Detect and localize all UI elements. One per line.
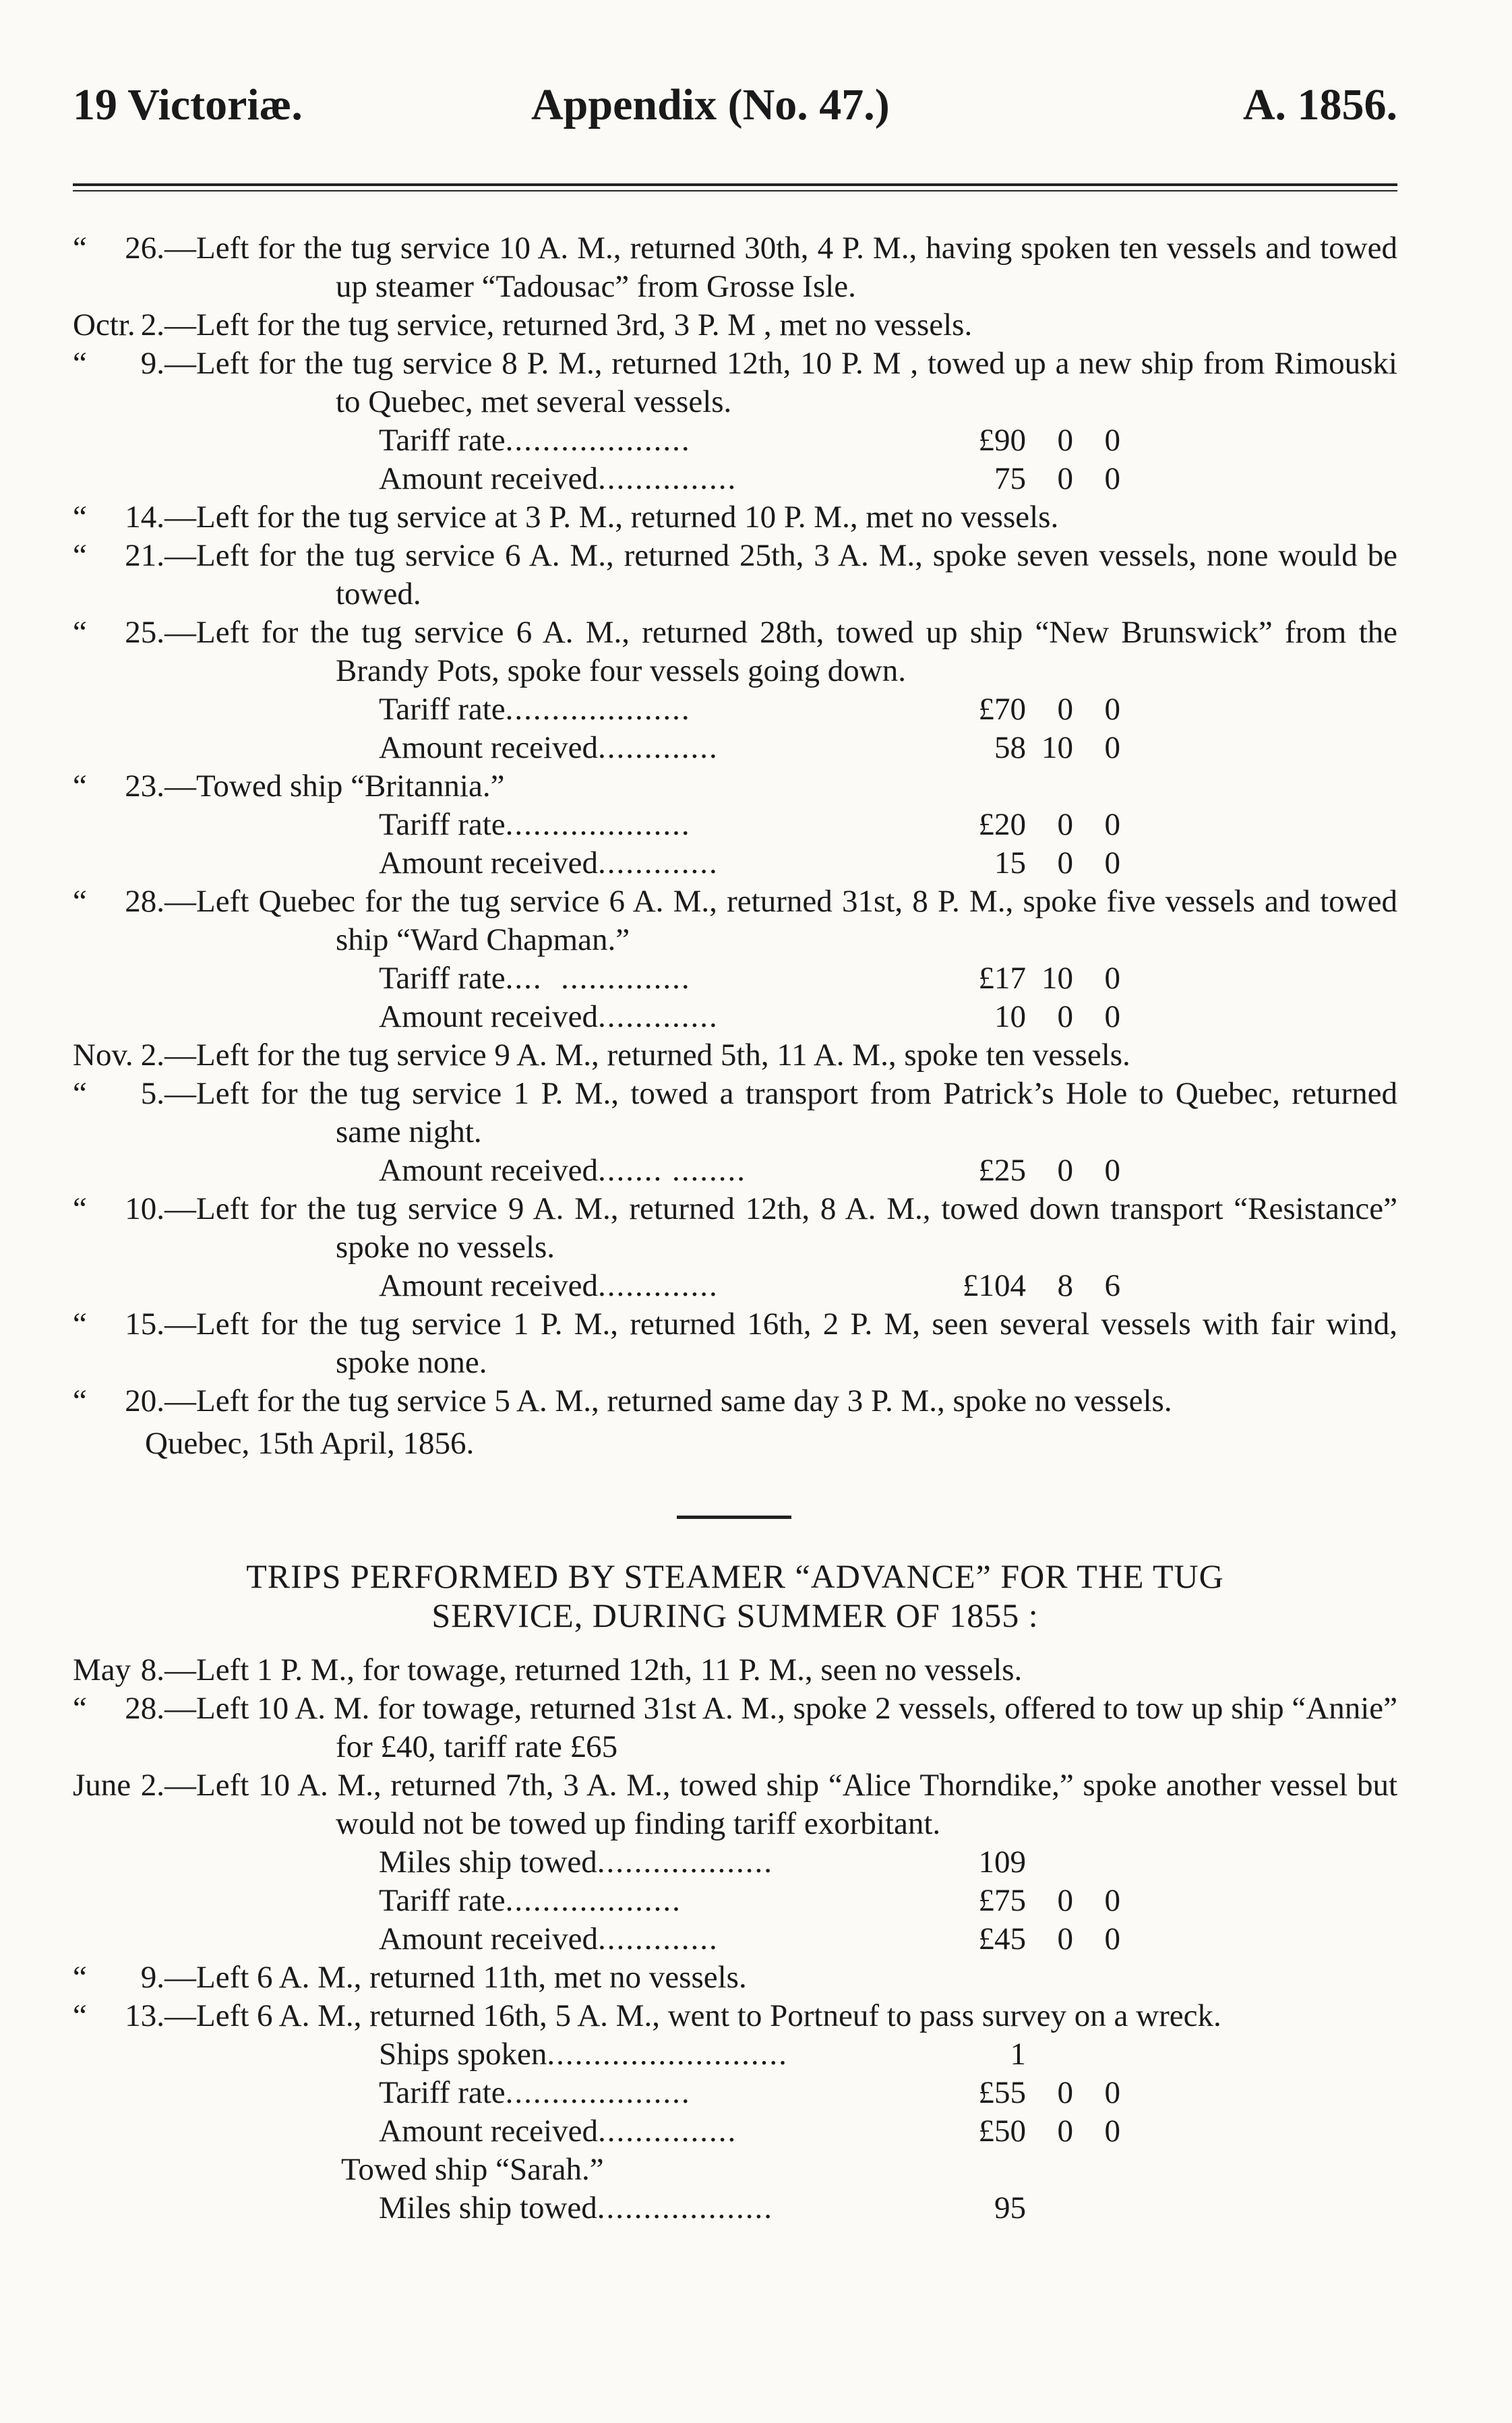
entry-month: Nov. — [73, 1038, 133, 1073]
amount-pounds: £75 — [978, 1883, 1026, 1918]
leader-dots: ............. — [597, 1921, 719, 1956]
entry-text: —Left 6 A. M., returned 16th, 5 A. M., went to Portneuf to pass survey on a wreck. — [164, 1998, 1221, 2033]
amount-label-text: Miles ship towed — [379, 1845, 597, 1880]
amount-pence: 0 — [1104, 423, 1120, 458]
amount-shillings: 8 — [1057, 1268, 1073, 1303]
amount-label-text: Amount received — [379, 1921, 598, 1956]
leader-dots: .......................... — [547, 2037, 788, 2072]
amount-label-text: Tariff rate — [379, 423, 506, 458]
amount-row — [379, 806, 1512, 844]
amount-pounds: £45 — [978, 1921, 1026, 1956]
amount-pence: 0 — [1104, 999, 1120, 1034]
towed-ship: Towed ship “Sarah.” — [341, 2152, 604, 2187]
entry-text: —Left for the tug service at 3 P. M., returned 10 P. M., met no vessels. — [164, 500, 1059, 535]
log-entry — [0, 1997, 1512, 2035]
entry-month: “ — [73, 1383, 87, 1418]
amount-label — [379, 1267, 932, 1305]
entry-text: —Left for the tug service 9 A. M., returned 12th, 8 A. M., towed down transport “Resistance” spoke no vessels. — [164, 1191, 1397, 1265]
entry-month: “ — [73, 538, 87, 573]
section-title: TRIPS PERFORMED BY STEAMER “ADVANCE” FOR THE TUG — [246, 1557, 1224, 1595]
entry-month: June — [73, 1768, 131, 1803]
amount-pounds: £70 — [978, 692, 1026, 727]
amount-row — [379, 1882, 1512, 1920]
header-rule-thin — [73, 190, 1397, 191]
section-subtitle: SERVICE, DURING SUMMER OF 1855 : — [431, 1596, 1039, 1634]
amount-row — [379, 844, 1512, 883]
amount-pounds: 15 — [994, 845, 1026, 880]
entry-month: “ — [73, 1998, 87, 2033]
amount-label — [379, 1920, 932, 1958]
entry-month: “ — [73, 615, 87, 650]
leader-dots: .................... — [505, 423, 691, 458]
amount-shillings: 0 — [1057, 999, 1073, 1034]
leader-dots: .................... — [505, 692, 691, 727]
entry-text: —Left Quebec for the tug service 6 A. M., returned 31st, 8 P. M., spoke five vessels and towed ship “Ward Chapman.” — [164, 884, 1397, 957]
entry-text: —Left for the tug service 1 P. M., towed a transport from Patrick’s Hole to Quebec, returned same night. — [164, 1076, 1397, 1149]
leader-dots: .... .............. — [505, 961, 691, 996]
amount-pence: 0 — [1104, 845, 1120, 880]
amount-label — [379, 421, 932, 460]
amount-label — [379, 2189, 932, 2227]
entry-day: 2. — [140, 307, 164, 342]
amount-shillings: 0 — [1057, 845, 1073, 880]
amount-label — [379, 998, 932, 1036]
leader-dots: ................... — [597, 2190, 774, 2225]
entry-day: 25. — [125, 615, 164, 650]
page-header — [73, 80, 1397, 140]
entry-text: —Left 6 A. M., returned 11th, met no vessels. — [164, 1960, 747, 1995]
entry-text: —Left for the tug service 10 A. M., returned 30th, 4 P. M., having spoken ten vessels and towed up steamer “Tadousac” from Grosse Isle. — [164, 231, 1397, 304]
leader-dots: ............. — [597, 730, 719, 765]
amount-label-text: Tariff rate — [379, 1883, 506, 1918]
amount-pounds: £55 — [978, 2075, 1026, 2110]
amount-label-text: Tariff rate — [379, 807, 506, 842]
entry-text: —Left for the tug service 9 A. M., returned 5th, 11 A. M., spoke ten vessels. — [164, 1038, 1130, 1073]
amount-row — [379, 2112, 1512, 2151]
entry-month: “ — [73, 884, 87, 919]
entry-day: 13. — [125, 1998, 164, 2033]
amount-label-text: Tariff rate — [379, 2075, 506, 2110]
log-entry — [0, 306, 1512, 345]
log-entry — [0, 1075, 1512, 1151]
amount-label-text: Tariff rate — [379, 692, 506, 727]
header-right: A. 1856. — [1242, 80, 1397, 129]
amount-pence: 0 — [1104, 730, 1120, 765]
amount-row — [379, 460, 1512, 498]
amount-row — [379, 690, 1512, 729]
log-entry — [0, 767, 1512, 806]
amount-pounds: 10 — [994, 999, 1026, 1034]
log-entry — [0, 1036, 1512, 1075]
entry-month: Octr. — [73, 307, 135, 342]
entry-month: May — [73, 1652, 131, 1687]
amount-pounds: 109 — [978, 1845, 1026, 1880]
amount-label — [379, 2074, 932, 2112]
amount-row — [379, 1151, 1512, 1190]
amount-pounds: £20 — [978, 807, 1026, 842]
amount-label — [379, 806, 932, 844]
entry-text: —Left for the tug service 5 A. M., returned same day 3 P. M., spoke no vessels. — [164, 1383, 1172, 1418]
header-rule — [73, 183, 1397, 186]
amount-row — [379, 1843, 1512, 1882]
amount-label-text: Miles ship towed — [379, 2190, 597, 2225]
entry-day: 28. — [125, 884, 164, 919]
entry-day: 23. — [125, 769, 164, 804]
amount-label — [379, 2112, 932, 2151]
amount-pence: 0 — [1104, 461, 1120, 496]
amount-pounds: £17 — [978, 961, 1026, 996]
log-entry — [0, 1766, 1512, 1843]
amount-label — [379, 460, 932, 498]
amount-row — [379, 729, 1512, 767]
amount-label — [379, 1882, 932, 1920]
log-entry — [0, 1382, 1512, 1420]
amount-shillings: 0 — [1057, 461, 1073, 496]
entry-month: “ — [73, 1307, 87, 1342]
amount-label — [379, 1151, 932, 1190]
amount-pence: 0 — [1104, 2114, 1120, 2149]
amount-label-text: Amount received — [379, 999, 598, 1034]
amount-label-text: Amount received — [379, 730, 598, 765]
entry-day: 9. — [140, 1960, 164, 1995]
amount-row — [379, 959, 1512, 998]
amount-row — [379, 2074, 1512, 2112]
leader-dots: ............... — [597, 461, 737, 496]
amount-row — [379, 1920, 1512, 1958]
amount-pence: 0 — [1104, 961, 1120, 996]
amount-row — [379, 421, 1512, 460]
amount-shillings: 10 — [1041, 961, 1073, 996]
leader-dots: ............. — [597, 999, 719, 1034]
amount-shillings: 0 — [1057, 1883, 1073, 1918]
entry-day: 14. — [125, 500, 164, 535]
log-entry — [0, 345, 1512, 421]
entry-month: “ — [73, 1960, 87, 1995]
amount-pounds: 1 — [1010, 2037, 1026, 2072]
leader-dots: .................... — [505, 2075, 691, 2110]
amount-pence: 0 — [1104, 692, 1120, 727]
entry-day: 2. — [140, 1038, 164, 1073]
amount-shillings: 10 — [1041, 730, 1073, 765]
entry-text: —Left for the tug service 8 P. M., returned 12th, 10 P. M , towed up a new ship from Rimouski to Quebec, met several vessels. — [164, 346, 1397, 419]
amount-row — [379, 2189, 1512, 2227]
entry-text: —Left 10 A. M., returned 7th, 3 A. M., towed ship “Alice Thorndike,” spoke another vessel but would not be towed up finding tariff exorbitant. — [164, 1768, 1397, 1841]
amount-pounds: £50 — [978, 2114, 1026, 2149]
leader-dots: ............. — [597, 1268, 719, 1303]
log-entry — [0, 537, 1512, 614]
entry-month: “ — [73, 1076, 87, 1111]
leader-dots: ............. — [597, 845, 719, 880]
amount-shillings: 0 — [1057, 692, 1073, 727]
amount-label — [379, 1843, 932, 1882]
amount-pence: 0 — [1104, 2075, 1120, 2110]
entry-day: 10. — [125, 1191, 164, 1226]
entry-month: “ — [73, 231, 87, 266]
amount-label-text: Ships spoken — [379, 2037, 547, 2072]
entry-month: “ — [73, 500, 87, 535]
leader-dots: .................... — [505, 807, 691, 842]
amount-label — [379, 844, 932, 883]
amount-pounds: 75 — [994, 461, 1026, 496]
amount-pence: 0 — [1104, 1921, 1120, 1956]
amount-label-text: Amount received — [379, 1268, 598, 1303]
entry-month: “ — [73, 346, 87, 381]
amount-row — [379, 998, 1512, 1036]
amount-row — [379, 2035, 1512, 2074]
amount-label — [379, 959, 932, 998]
amount-label — [379, 729, 932, 767]
log-entry — [0, 614, 1512, 690]
entry-month: “ — [73, 769, 87, 804]
leader-dots: ............... — [597, 2114, 737, 2149]
entry-day: 2. — [140, 1768, 164, 1803]
log-entry — [0, 229, 1512, 306]
log-entry — [0, 1190, 1512, 1267]
entry-text: —Left 1 P. M., for towage, returned 12th, 11 P. M., seen no vessels. — [164, 1652, 1023, 1687]
amount-label-text: Amount received — [379, 461, 598, 496]
amount-pounds: £25 — [978, 1153, 1026, 1188]
entry-text: —Towed ship “Britannia.” — [164, 769, 505, 804]
amount-pence: 0 — [1104, 807, 1120, 842]
entry-day: 5. — [140, 1076, 164, 1111]
amount-pence: 0 — [1104, 1883, 1120, 1918]
entry-day: 21. — [125, 538, 164, 573]
entry-text: —Left for the tug service 1 P. M., returned 16th, 2 P. M, seen several vessels with fair wind, spoke none. — [164, 1307, 1397, 1380]
entry-text: —Left for the tug service 6 A. M., returned 25th, 3 A. M., spoke seven vessels, none would be towed. — [164, 538, 1397, 611]
log-entry — [0, 1305, 1512, 1382]
amount-row — [379, 1267, 1512, 1305]
amount-shillings: 0 — [1057, 807, 1073, 842]
entry-day: 15. — [125, 1307, 164, 1342]
amount-shillings: 0 — [1057, 423, 1073, 458]
signoff: Quebec, 15th April, 1856. — [145, 1426, 475, 1461]
header-center: Appendix (No. 47.) — [531, 80, 890, 129]
entry-text: —Left for the tug service, returned 3rd, 3 P. M , met no vessels. — [164, 307, 973, 342]
log-entry — [0, 1689, 1512, 1766]
entry-text: —Left for the tug service 6 A. M., returned 28th, towed up ship “New Brunswick” from the Brandy Pots, spoke four vessels going down. — [164, 615, 1397, 688]
header-left: 19 Victoriæ. — [73, 80, 303, 129]
amount-pounds: 95 — [994, 2190, 1026, 2225]
entry-day: 8. — [140, 1652, 164, 1687]
log-entry — [0, 1651, 1512, 1689]
amount-pounds: 58 — [994, 730, 1026, 765]
entry-day: 28. — [125, 1691, 164, 1726]
amount-label — [379, 2035, 932, 2074]
entry-day: 9. — [140, 346, 164, 381]
amount-shillings: 0 — [1057, 2075, 1073, 2110]
entry-day: 26. — [125, 231, 164, 266]
log-entry — [0, 883, 1512, 959]
amount-label-text: Amount received — [379, 1153, 598, 1188]
entry-day: 20. — [125, 1383, 164, 1418]
entry-month: “ — [73, 1691, 87, 1726]
amount-shillings: 0 — [1057, 1921, 1073, 1956]
amount-label — [379, 690, 932, 729]
amount-label-text: Tariff rate — [379, 961, 506, 996]
amount-shillings: 0 — [1057, 1153, 1073, 1188]
amount-pounds: £90 — [978, 423, 1026, 458]
amount-pence: 6 — [1104, 1268, 1120, 1303]
section-divider — [677, 1516, 791, 1519]
amount-shillings: 0 — [1057, 2114, 1073, 2149]
leader-dots: ................... — [505, 1883, 682, 1918]
entries-list — [0, 229, 1512, 2227]
leader-dots: ................... — [597, 1845, 774, 1880]
amount-label-text: Amount received — [379, 845, 598, 880]
entry-text: —Left 10 A. M. for towage, returned 31st A. M., spoke 2 vessels, offered to tow up ship “Annie” for £40, tariff rate £65 — [164, 1691, 1397, 1764]
log-entry — [0, 1958, 1512, 1997]
entry-month: “ — [73, 1191, 87, 1226]
amount-pence: 0 — [1104, 1153, 1120, 1188]
amount-label-text: Amount received — [379, 2114, 598, 2149]
log-entry — [0, 498, 1512, 537]
amount-pounds: £104 — [963, 1268, 1026, 1303]
leader-dots: ....... ........ — [597, 1153, 746, 1188]
